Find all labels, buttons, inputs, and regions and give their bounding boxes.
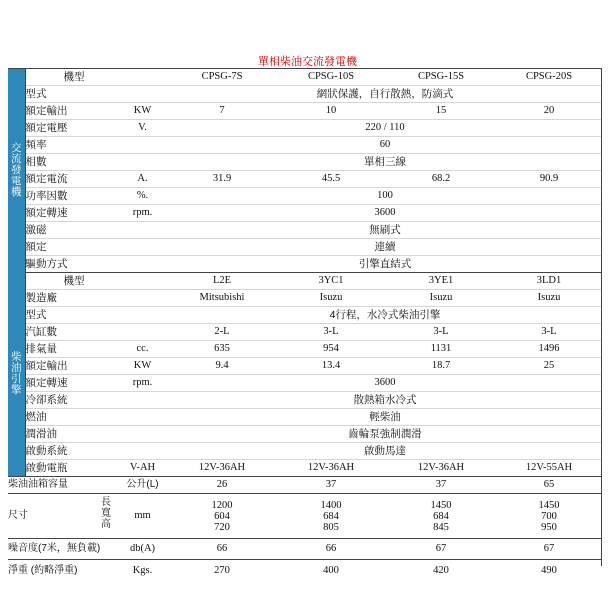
gen-model-row xyxy=(8,69,602,86)
eng-model-row xyxy=(8,273,602,290)
value-cell: Isuzu xyxy=(496,290,602,307)
eng-output-row xyxy=(8,358,602,375)
section-label-char: 交 xyxy=(11,142,22,154)
value-cell: 12V-36AH xyxy=(276,460,386,477)
row-label: 額定轉速 xyxy=(25,375,117,392)
row-label: 功率因數 xyxy=(25,188,117,205)
value-cell: 7 xyxy=(168,103,276,120)
width-label: 寬 xyxy=(101,508,111,519)
row-label: 啟動系統 xyxy=(25,443,117,460)
gen-rating-row xyxy=(8,239,602,256)
value-cell: 45.5 xyxy=(276,171,386,188)
value-cell: 1450 700 950 xyxy=(496,494,602,539)
row-label: 相數 xyxy=(25,154,117,171)
length-label: 長 xyxy=(101,497,111,508)
row-label: 啟動電瓶 xyxy=(25,460,117,477)
row-label: 冷卻系統 xyxy=(25,392,117,409)
dimensions-row xyxy=(8,494,602,539)
row-label: 柴油油箱容量 xyxy=(8,477,117,494)
value-cell: 9.4 xyxy=(168,358,276,375)
unit-cell: rpm. xyxy=(117,375,168,392)
gen-speed-row xyxy=(8,205,602,222)
section-label-char: 機 xyxy=(11,186,22,198)
gen-output-row xyxy=(8,103,602,120)
value-cell: 490 xyxy=(496,560,602,583)
row-label: 額定電壓 xyxy=(25,120,117,137)
value-cell: 18.7 xyxy=(386,358,496,375)
value-cell: 3-L xyxy=(496,324,602,341)
span-value: 輕柴油 xyxy=(168,409,602,426)
eng-lube-row xyxy=(8,426,602,443)
value-cell: 25 xyxy=(496,358,602,375)
row-label: 額定 xyxy=(25,239,117,256)
unit-cell: %. xyxy=(117,188,168,205)
eng-maker-row xyxy=(8,290,602,307)
row-label: 驅動方式 xyxy=(25,256,117,273)
table-top-border xyxy=(8,68,602,69)
value-cell: 68.2 xyxy=(386,171,496,188)
span-value: 單相三線 xyxy=(168,154,602,171)
value-cell: 3-L xyxy=(276,324,386,341)
unit-cell: db(A) xyxy=(117,539,168,560)
value-cell: 15 xyxy=(386,103,496,120)
row-label: 激磁 xyxy=(25,222,117,239)
value-cell: 12V-36AH xyxy=(168,460,276,477)
gen-excitation-row xyxy=(8,222,602,239)
span-value: 無刷式 xyxy=(168,222,602,239)
model-cell: 3YC1 xyxy=(276,273,386,290)
noise-row xyxy=(8,539,602,560)
row-label: 額定電流 xyxy=(25,171,117,188)
span-value: 引擎直結式 xyxy=(168,256,602,273)
unit-cell: cc. xyxy=(117,341,168,358)
weight-row xyxy=(8,560,602,583)
value-cell: 1200 604 720 xyxy=(168,494,276,539)
eng-battery-row xyxy=(8,460,602,477)
gen-pf-row xyxy=(8,188,602,205)
row-label: 淨重 (約略淨重) xyxy=(8,560,117,583)
section-label-char: 柴 xyxy=(11,351,22,364)
section-label-generator xyxy=(8,69,25,273)
value-cell: 954 xyxy=(276,341,386,358)
value-cell: 65 xyxy=(496,477,602,494)
value-cell: 31.9 xyxy=(168,171,276,188)
unit-cell: mm xyxy=(117,494,168,539)
table-right-border xyxy=(601,68,602,566)
value-cell: Isuzu xyxy=(386,290,496,307)
row-label: 潤滑油 xyxy=(25,426,117,443)
model-cell: CPSG-7S xyxy=(168,69,276,86)
gen-current-row xyxy=(8,171,602,188)
value-cell: 3-L xyxy=(386,324,496,341)
value-cell: 1400 684 805 xyxy=(276,494,386,539)
row-label: 排氣量 xyxy=(25,341,117,358)
row-label: 型式 xyxy=(25,86,117,103)
row-label: 尺寸 xyxy=(8,510,28,521)
value-cell: 67 xyxy=(496,539,602,560)
span-value: 3600 xyxy=(168,205,602,222)
value-cell: 37 xyxy=(386,477,496,494)
dimension-sub-labels xyxy=(101,497,111,530)
span-value: 60 xyxy=(168,137,602,154)
value-cell: 1131 xyxy=(386,341,496,358)
section-label-char: 引 xyxy=(11,373,22,386)
model-cell: 3LD1 xyxy=(496,273,602,290)
row-label: 額定轉速 xyxy=(25,205,117,222)
row-label: 機型 xyxy=(25,69,117,86)
row-label: 機型 xyxy=(25,273,117,290)
value-cell: 90.9 xyxy=(496,171,602,188)
unit-cell: 公升(L) xyxy=(117,477,168,494)
tank-row xyxy=(8,477,602,494)
row-label: 製造廠 xyxy=(25,290,117,307)
unit-cell: A. xyxy=(117,171,168,188)
model-cell: CPSG-20S xyxy=(496,69,602,86)
eng-fuel-row xyxy=(8,409,602,426)
section-label-char: 電 xyxy=(11,175,22,187)
span-value: 連續 xyxy=(168,239,602,256)
row-label: 型式 xyxy=(25,307,117,324)
value-cell: 270 xyxy=(168,560,276,583)
gen-type-row xyxy=(8,86,602,103)
value-cell: 67 xyxy=(386,539,496,560)
unit-cell: KW xyxy=(117,103,168,120)
gen-voltage-row xyxy=(8,120,602,137)
span-value: 220 / 110 xyxy=(168,120,602,137)
span-value: 4行程，水冷式柴油引擎 xyxy=(168,307,602,324)
row-label: 額定輸出 xyxy=(25,103,117,120)
span-value: 啟動馬達 xyxy=(168,443,602,460)
eng-start-row xyxy=(8,443,602,460)
model-cell: CPSG-10S xyxy=(276,69,386,86)
span-value: 散熱箱水冷式 xyxy=(168,392,602,409)
value-cell: 1450 684 845 xyxy=(386,494,496,539)
value-cell: 10 xyxy=(276,103,386,120)
unit-cell: Kgs. xyxy=(117,560,168,583)
value-cell: 400 xyxy=(276,560,386,583)
section-label-char: 擎 xyxy=(11,384,22,397)
value-cell: 20 xyxy=(496,103,602,120)
unit-cell: V. xyxy=(117,120,168,137)
span-value: 3600 xyxy=(168,375,602,392)
row-label: 燃油 xyxy=(25,409,117,426)
height-label: 高 xyxy=(101,519,111,530)
value-cell: 1496 xyxy=(496,341,602,358)
page-title: 單相柴油交流發電機 xyxy=(258,56,357,68)
row-label: 頻率 xyxy=(25,137,117,154)
value-cell: 12V-55AH xyxy=(496,460,602,477)
gen-phase-row xyxy=(8,154,602,171)
span-value: 網狀保護，自行散熱，防滴式 xyxy=(168,86,602,103)
value-cell: 2-L xyxy=(168,324,276,341)
value-cell: 66 xyxy=(168,539,276,560)
gen-drive-row xyxy=(8,256,602,273)
eng-displacement-row xyxy=(8,341,602,358)
value-cell: 12V-36AH xyxy=(386,460,496,477)
spec-table xyxy=(8,68,602,582)
value-cell: 13.4 xyxy=(276,358,386,375)
value-cell: Isuzu xyxy=(276,290,386,307)
section-label-char: 流 xyxy=(11,153,22,165)
value-cell: 26 xyxy=(168,477,276,494)
value-cell: 635 xyxy=(168,341,276,358)
eng-speed-row xyxy=(8,375,602,392)
model-cell: L2E xyxy=(168,273,276,290)
row-label: 額定輸出 xyxy=(25,358,117,375)
model-cell: CPSG-15S xyxy=(386,69,496,86)
value-cell: 420 xyxy=(386,560,496,583)
value-cell: Mitsubishi xyxy=(168,290,276,307)
eng-type-row xyxy=(8,307,602,324)
model-cell: 3YE1 xyxy=(386,273,496,290)
unit-cell: V-AH xyxy=(117,460,168,477)
section-label-char: 發 xyxy=(11,164,22,176)
eng-cylinders-row xyxy=(8,324,602,341)
section-label-char: 油 xyxy=(11,362,22,375)
span-value: 齒輪泵強制潤滑 xyxy=(168,426,602,443)
eng-cooling-row xyxy=(8,392,602,409)
value-cell: 37 xyxy=(276,477,386,494)
gen-frequency-row xyxy=(8,137,602,154)
value-cell: 66 xyxy=(276,539,386,560)
row-label: 噪音度(7米，無負載) xyxy=(8,539,117,560)
unit-cell: KW xyxy=(117,358,168,375)
unit-cell: rpm. xyxy=(117,205,168,222)
row-label: 汽缸數 xyxy=(25,324,117,341)
span-value: 100 xyxy=(168,188,602,205)
section-label-engine xyxy=(8,273,25,477)
